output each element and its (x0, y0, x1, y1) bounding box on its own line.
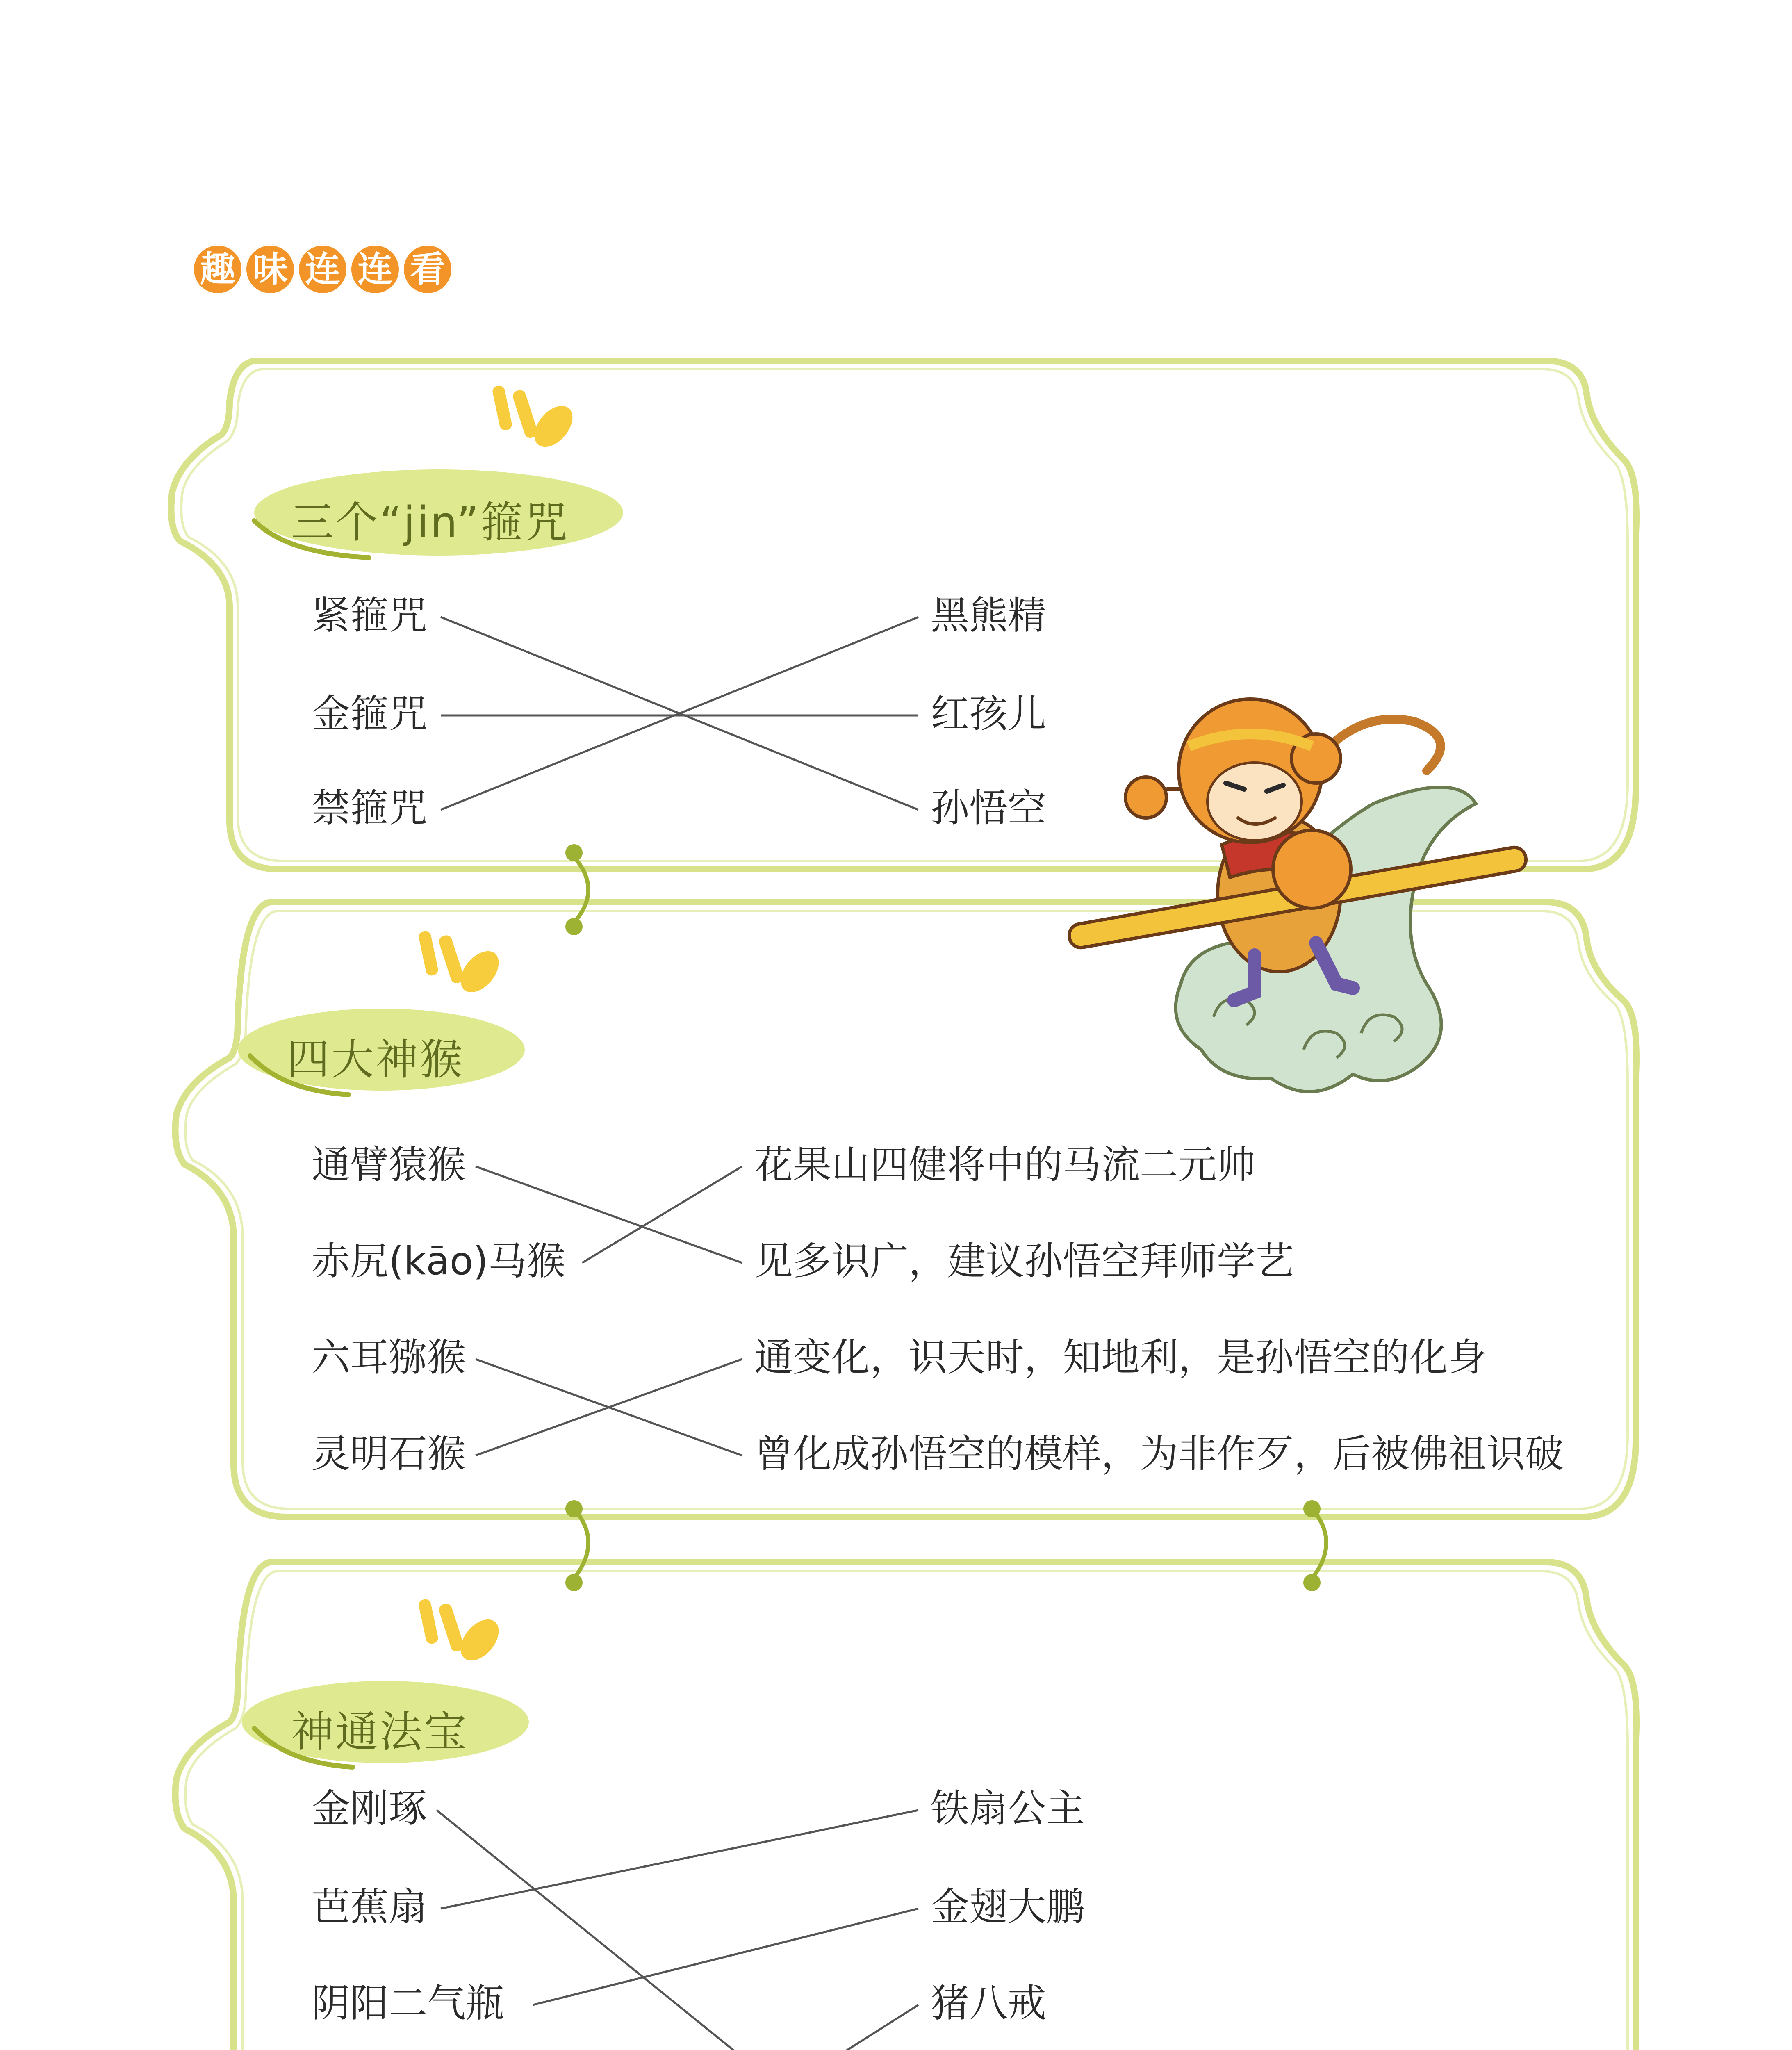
header-char: 趣 (193, 244, 243, 294)
left-item[interactable]: 六耳猕猴 (312, 1335, 466, 1380)
right-item[interactable]: 花果山四健将中的马流二元帅 (754, 1143, 1256, 1187)
header-char: 连 (298, 244, 348, 294)
right-item[interactable]: 黑熊精 (931, 593, 1047, 638)
header-char: 连 (350, 244, 400, 294)
header-char: 看 (403, 244, 453, 294)
section-title: 三个“jin”箍咒 (291, 497, 569, 547)
right-item[interactable]: 金翅大鹏 (931, 1885, 1085, 1929)
right-item[interactable]: 曾化成孙悟空的模样，为非作歹，后被佛祖识破 (754, 1432, 1564, 1476)
right-item[interactable]: 孙悟空 (931, 786, 1047, 831)
left-item[interactable]: 芭蕉扇 (312, 1885, 428, 1929)
left-item[interactable]: 金刚琢 (312, 1786, 428, 1831)
right-item[interactable]: 见多识广，建议孙悟空拜师学艺 (754, 1239, 1294, 1284)
right-item[interactable]: 铁扇公主 (931, 1786, 1085, 1831)
left-item[interactable]: 紧箍咒 (312, 593, 428, 638)
header-char: 味 (245, 244, 295, 294)
left-item[interactable]: 灵明石猴 (312, 1432, 466, 1476)
left-item[interactable]: 金箍咒 (312, 692, 428, 736)
section-title: 神通法宝 (291, 1707, 469, 1757)
right-item[interactable]: 猪八戒 (931, 1981, 1047, 2026)
left-item[interactable]: 阴阳二气瓶 (312, 1981, 505, 2026)
left-item[interactable]: 禁箍咒 (312, 786, 428, 831)
left-item[interactable]: 赤尻(kāo)马猴 (312, 1239, 565, 1284)
right-item[interactable]: 红孩儿 (931, 692, 1047, 736)
left-item[interactable]: 通臂猿猴 (312, 1143, 466, 1187)
section-title: 四大神猴 (287, 1034, 465, 1084)
right-item[interactable]: 通变化，识天时，知地利，是孙悟空的化身 (754, 1335, 1487, 1380)
